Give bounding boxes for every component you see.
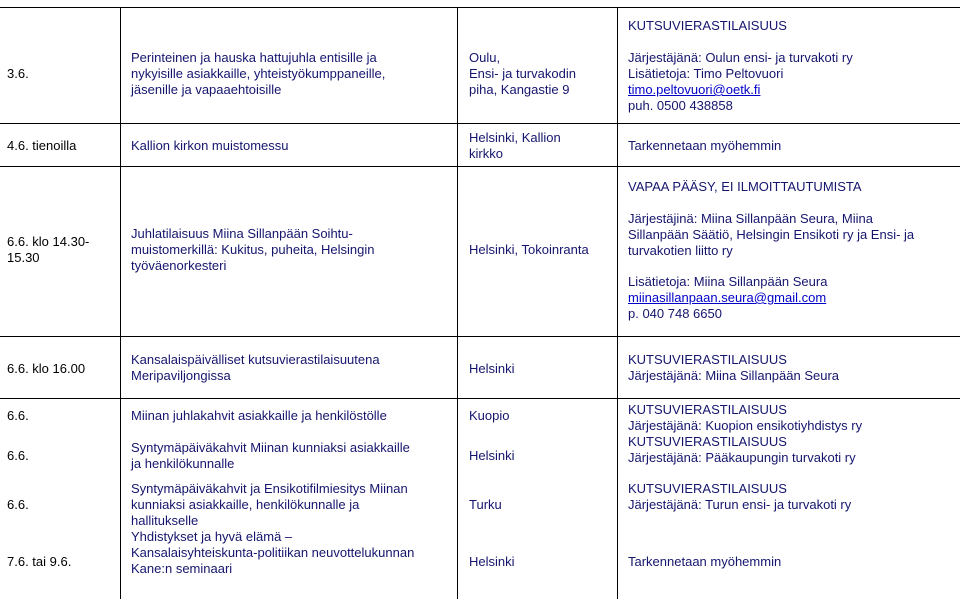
event-date: 7.6. tai 9.6.	[7, 554, 72, 569]
event-info: KUTSUVIERASTILAISUUS Järjestäjänä: Turun ensi- ja turvakoti ry	[628, 481, 852, 512]
info-contact: Lisätietoja: Miina Sillanpään Seura	[628, 274, 828, 289]
email-link[interactable]: timo.peltovuori@oetk.fi	[628, 82, 761, 97]
row-divider	[0, 123, 960, 124]
event-date: 3.6.	[7, 66, 29, 81]
event-location: Helsinki, Tokoinranta	[469, 242, 589, 257]
event-date: 4.6. tienoilla	[7, 138, 77, 153]
event-description: Kallion kirkon muistomessu	[131, 138, 289, 153]
event-date: 6.6.	[7, 448, 29, 463]
column-divider	[120, 7, 121, 599]
column-divider	[457, 7, 458, 599]
event-location: Helsinki	[469, 448, 515, 463]
event-location: Oulu, Ensi- ja turvakodin piha, Kangastie 9	[469, 50, 576, 97]
info-heading: VAPAA PÄÄSY, EI ILMOITTAUTUMISTA	[628, 179, 862, 194]
event-location: Helsinki	[469, 361, 515, 376]
event-location: Helsinki	[469, 554, 515, 569]
info-phone: p. 040 748 6650	[628, 306, 722, 321]
email-link[interactable]: miinasillanpaan.seura@gmail.com	[628, 290, 827, 305]
event-location: Turku	[469, 497, 502, 512]
event-info: Tarkennetaan myöhemmin	[628, 138, 782, 153]
info-phone: puh. 0500 438858	[628, 98, 733, 113]
event-date: 6.6. klo 16.00	[7, 361, 86, 376]
event-info: KUTSUVIERASTILAISUUS Järjestäjänä: Kuopion ensikotiyhdistys ry	[628, 402, 863, 433]
event-description: Syntymäpäiväkahvit ja Ensikotifilmiesitys Miinan kunniaksi asiakkaille, henkilökunnalle ja hallitukselle	[131, 481, 408, 528]
info-heading: KUTSUVIERASTILAISUUS	[628, 18, 787, 33]
event-description: Yhdistykset ja hyvä elämä – Kansalaisyhteiskunta-politiikan neuvottelukunnan Kane:n seminaari	[131, 529, 415, 576]
info-organizers: Järjestäjinä: Miina Sillanpään Seura, Miina Sillanpään Säätiö, Helsingin Ensikoti ry ja Ensi- ja turvakotien liitto ry	[628, 211, 915, 258]
event-info: KUTSUVIERASTILAISUUS Järjestäjänä: Pääkaupungin turvakoti ry	[628, 434, 856, 465]
event-info: KUTSUVIERASTILAISUUS Järjestäjänä: Miina Sillanpään Seura	[628, 352, 840, 383]
column-divider	[617, 7, 618, 599]
event-description: Perinteinen ja hauska hattujuhla entisille ja nykyisille asiakkaille, yhteistyökumppaneille, jäsenille ja vapaaehtoisille	[131, 50, 386, 97]
row-divider	[0, 336, 960, 337]
table-border-top	[0, 7, 960, 8]
event-description: Juhlatilaisuus Miina Sillanpään Soihtu- muistomerkillä: Kukitus, puheita, Helsingin työväenorkesteri	[131, 226, 375, 273]
event-date: 6.6.	[7, 497, 29, 512]
info-contact: Lisätietoja: Timo Peltovuori	[628, 66, 784, 81]
event-description: Kansalaispäivälliset kutsuvierastilaisuutena Meripaviljongissa	[131, 352, 380, 383]
event-date: 6.6.	[7, 408, 29, 423]
row-divider	[0, 166, 960, 167]
row-divider	[0, 398, 960, 399]
event-location: Kuopio	[469, 408, 510, 423]
event-date: 6.6. klo 14.30- 15.30	[7, 234, 90, 265]
info-organizer: Järjestäjänä: Oulun ensi- ja turvakoti ry	[628, 50, 853, 65]
event-description: Syntymäpäiväkahvit Miinan kunniaksi asiakkaille ja henkilökunnalle	[131, 440, 410, 471]
event-info: Tarkennetaan myöhemmin	[628, 554, 782, 569]
event-location: Helsinki, Kallion kirkko	[469, 130, 561, 161]
event-description: Miinan juhlakahvit asiakkaille ja henkilöstölle	[131, 408, 387, 423]
